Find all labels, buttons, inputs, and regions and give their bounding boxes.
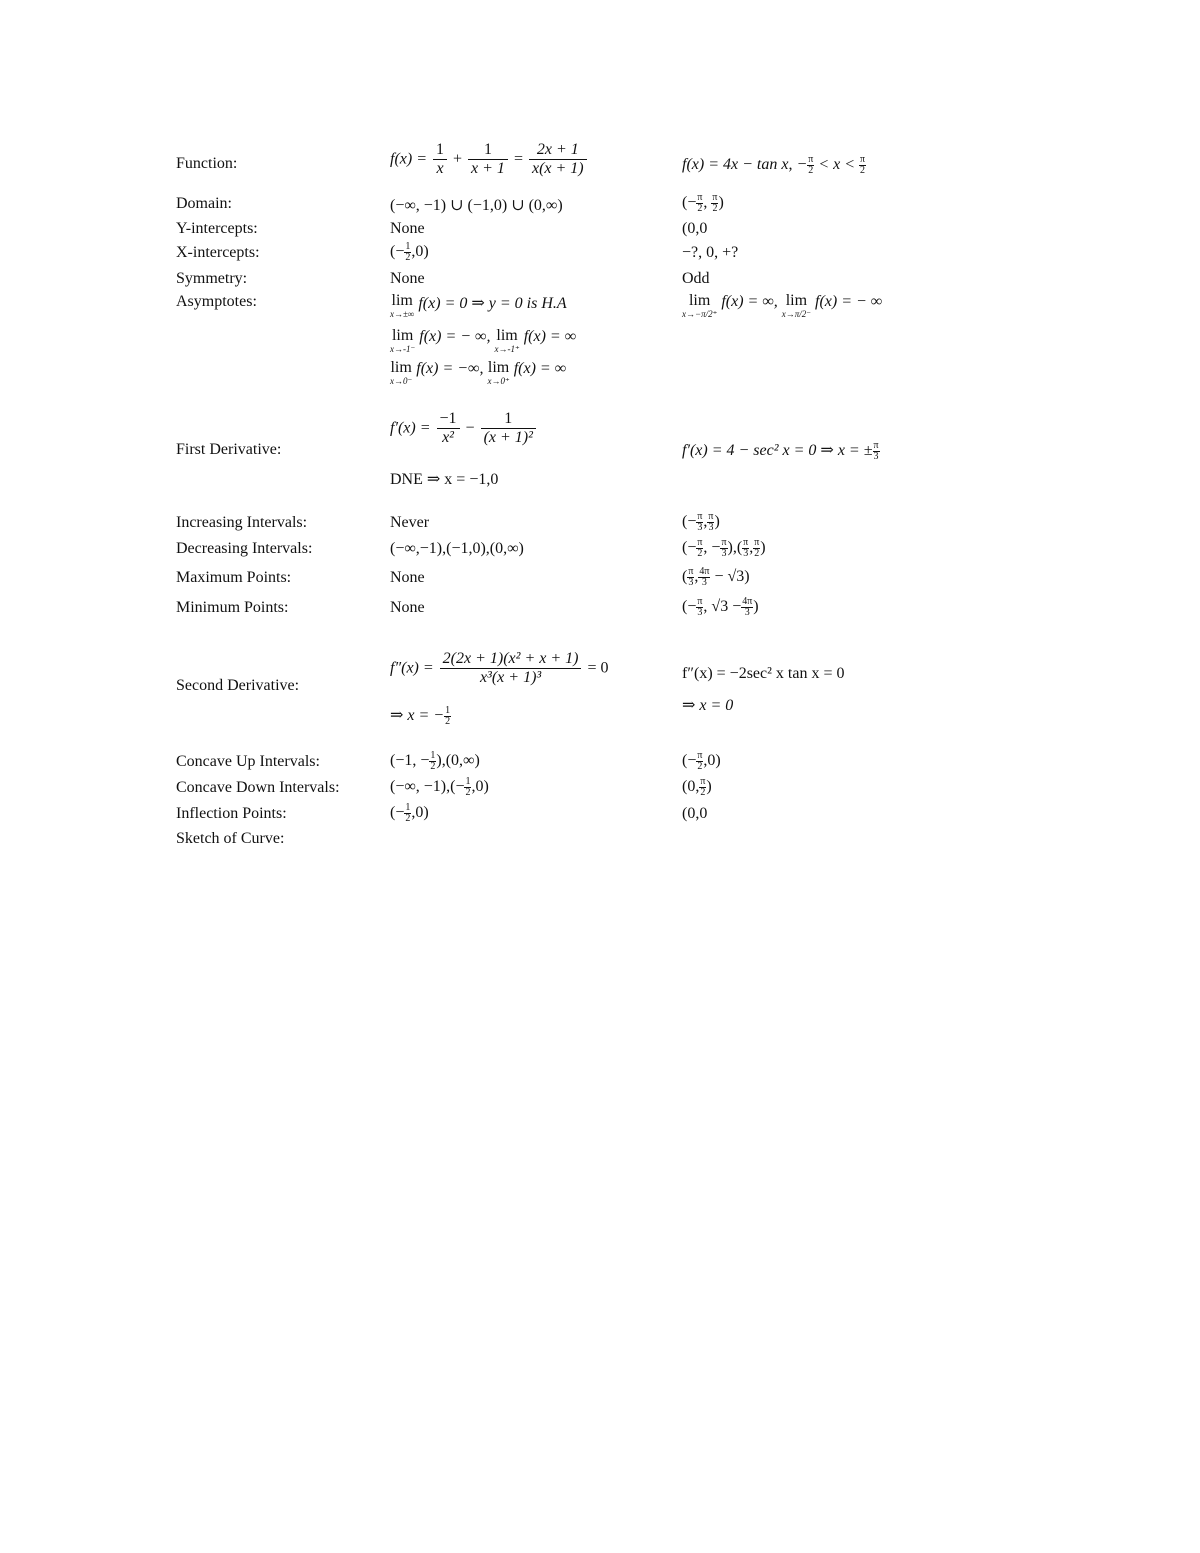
- min-open: (−: [682, 598, 697, 616]
- min-fthree: 3: [744, 607, 750, 618]
- fa-term1: [433, 141, 447, 179]
- decreasing-a: (−∞,−1),(−1,0),(0,∞): [390, 540, 524, 557]
- min-three: 3: [697, 607, 703, 618]
- yint-a: None: [390, 220, 425, 237]
- inc-three2: 3: [708, 522, 714, 533]
- dec-mid: ),(: [727, 539, 743, 557]
- fd-n2: 1: [481, 410, 536, 429]
- cu-d: 2: [430, 761, 436, 772]
- label-decreasing: Decreasing Intervals:: [176, 540, 313, 557]
- cd-open: (−∞, −1),(−: [390, 778, 465, 796]
- domain-b: [682, 193, 724, 214]
- maximum-a: None: [390, 569, 425, 586]
- label-maximum: Maximum Points:: [176, 569, 292, 586]
- asym-a2-lim: [390, 328, 415, 354]
- ip-close: ,0): [411, 804, 429, 822]
- lim-word: lim: [391, 292, 413, 309]
- max-three: 3: [688, 577, 694, 588]
- dec-comma: , −: [703, 539, 721, 557]
- fa-plus: +: [453, 150, 463, 168]
- db-pi2: π: [712, 192, 718, 203]
- fdb-expr: f′(x) = 4 − sec² x = 0 ⇒ x = ±: [682, 442, 873, 459]
- function-b: [682, 155, 866, 176]
- max-fthree: 3: [701, 577, 707, 588]
- label-first-derivative: First Derivative:: [176, 441, 282, 458]
- min-frac2: [741, 597, 753, 618]
- dec-comma2: ,: [749, 539, 754, 557]
- cub-open: (−: [682, 752, 697, 770]
- maximum-b: [682, 567, 750, 588]
- fd-prefix: f′(x) =: [390, 419, 431, 437]
- concave-up-b: [682, 751, 721, 772]
- db-open: (−: [682, 194, 697, 212]
- lim-word: lim: [496, 327, 518, 344]
- min-close: ): [753, 598, 759, 616]
- inflection-b: (0,0: [682, 805, 708, 822]
- asym-a3-lim: [390, 360, 412, 386]
- fa-t3-den: x(x + 1): [531, 160, 584, 178]
- cub-two: 2: [697, 761, 703, 772]
- label-symmetry: Symmetry:: [176, 270, 248, 287]
- cub-pi: π: [697, 750, 703, 761]
- cdb-close: ): [706, 778, 712, 796]
- fdb-pi: π: [873, 439, 879, 451]
- asym-b-end: f(x) = − ∞: [815, 293, 883, 310]
- max-frac2: [698, 567, 710, 588]
- db-pi: π: [697, 192, 703, 203]
- second-deriv-b2: ⇒ x = 0: [682, 697, 734, 714]
- sd-frac2: [444, 706, 451, 727]
- lim-word: lim: [785, 292, 808, 309]
- db-two: 2: [697, 203, 703, 214]
- increasing-b: [682, 512, 720, 533]
- asym-a3-lim2: [487, 360, 509, 386]
- cd-n: 1: [465, 776, 471, 787]
- lim-sub: x→0⁻: [390, 376, 413, 386]
- xa-num: 1: [405, 241, 411, 252]
- sd-den: x³(x + 1)³: [479, 669, 542, 687]
- lim-sub: x→-1⁻: [390, 344, 416, 354]
- db-comma: ,: [703, 194, 712, 212]
- asym-b: [682, 293, 882, 319]
- dec-open: (−: [682, 539, 697, 557]
- db-two2: 2: [712, 203, 718, 214]
- fa-t3-num: 2x + 1: [529, 141, 587, 160]
- label-y-intercepts: Y-intercepts:: [176, 220, 258, 237]
- label-x-intercepts: X-intercepts:: [176, 244, 260, 261]
- cd-close: ,0): [471, 778, 489, 796]
- fa-t1-num: 1: [433, 141, 447, 160]
- first-deriv-a: [390, 410, 538, 448]
- fb-two: 2: [808, 165, 814, 176]
- decreasing-b: [682, 538, 766, 559]
- dec-pi4: π: [754, 537, 760, 548]
- increasing-a: Never: [390, 514, 430, 531]
- inc-open: (−: [682, 513, 697, 531]
- lim-word: lim: [688, 292, 711, 309]
- lim-word: lim: [391, 327, 414, 344]
- inc-pi: π: [697, 511, 703, 522]
- lim-word: lim: [487, 359, 510, 376]
- dec-pi2: π: [721, 537, 727, 548]
- inflection-a: [390, 803, 429, 824]
- sd-frac: [440, 650, 582, 688]
- minimum-b: [682, 597, 759, 618]
- cu-close: ),(0,∞): [436, 752, 480, 770]
- cu-open: (−1, −: [390, 752, 430, 770]
- dec-three: 3: [721, 548, 727, 559]
- fa-t2-den: x + 1: [471, 160, 505, 178]
- first-deriv-dne: DNE ⇒ x = −1,0: [390, 471, 499, 488]
- asym-b-mid: f(x) = ∞,: [721, 293, 778, 310]
- asym-a2-mid: f(x) = − ∞,: [419, 328, 491, 345]
- fa-t1-den: x: [436, 160, 444, 178]
- asym-a1: [390, 293, 567, 319]
- inc-close: ): [714, 513, 720, 531]
- cub-close: ,0): [703, 752, 721, 770]
- sd-n: 1: [445, 704, 451, 716]
- xa-den: 2: [405, 252, 411, 263]
- max-pi: π: [688, 566, 694, 577]
- dec-close: ): [760, 539, 766, 557]
- fdb-frac: [873, 441, 880, 462]
- label-domain: Domain:: [176, 195, 232, 212]
- label-concave-up: Concave Up Intervals:: [176, 753, 320, 770]
- inc-comma: ,: [703, 513, 708, 531]
- concave-down-b: [682, 777, 712, 798]
- fd-d2: (x + 1)²: [483, 429, 533, 447]
- inc-three: 3: [697, 522, 703, 533]
- asym-a1-lim: [390, 293, 414, 319]
- sd-num: 2(2x + 1)(x² + x + 1): [440, 650, 582, 669]
- label-minimum: Minimum Points:: [176, 599, 289, 616]
- dec-pi3: π: [743, 537, 749, 548]
- ip-d: 2: [405, 813, 411, 824]
- fa-t2-num: 1: [468, 141, 508, 160]
- label-increasing: Increasing Intervals:: [176, 514, 308, 531]
- xint-b: −?, 0, +?: [682, 244, 739, 261]
- minimum-a: None: [390, 599, 425, 616]
- asym-b-lim2: [782, 293, 811, 319]
- xa-open: (−: [390, 243, 405, 261]
- concave-up-a: [390, 751, 480, 772]
- asym-a2: [390, 328, 576, 354]
- label-second-derivative: Second Derivative:: [176, 677, 300, 694]
- min-mid: , √3 −: [703, 598, 742, 616]
- max-rest: − √3): [710, 568, 750, 586]
- cu-n: 1: [430, 750, 436, 761]
- cd-d: 2: [465, 787, 471, 798]
- min-fpi: 4π: [742, 596, 753, 607]
- fa-eq: =: [513, 150, 523, 168]
- fb-frac2: [859, 155, 866, 176]
- xint-a: [390, 242, 429, 263]
- label-inflection: Inflection Points:: [176, 805, 287, 822]
- asym-a3-end: f(x) = ∞: [513, 360, 567, 377]
- fa-prefix: f(x) =: [390, 150, 427, 168]
- dec-frac2: [720, 538, 727, 559]
- inc-pi2: π: [708, 511, 714, 522]
- fb-mid: < x <: [814, 156, 860, 174]
- asym-a3: [390, 360, 566, 386]
- asym-a3-mid: f(x) = −∞,: [416, 360, 484, 377]
- lim-sub: x→−π/2⁺: [682, 309, 718, 319]
- fd-frac1: [437, 410, 460, 448]
- dec-two2: 2: [754, 548, 760, 559]
- ip-open: (−: [390, 804, 405, 822]
- lim-word: lim: [390, 359, 412, 376]
- fd-frac2: [481, 410, 536, 448]
- sd-eq: = 0: [587, 659, 609, 677]
- lim-sub: x→±∞: [390, 309, 415, 319]
- cdb-two: 2: [700, 787, 706, 798]
- fb-pi2: π: [860, 154, 866, 165]
- second-deriv-b1: f″(x) = −2sec² x tan x = 0: [682, 665, 845, 682]
- asym-b-lim: [682, 293, 717, 319]
- sd-line2: ⇒ x = −: [390, 707, 445, 724]
- fa-term2: [468, 141, 508, 179]
- sd-d: 2: [445, 715, 451, 727]
- cdb-open: (0,: [682, 778, 700, 796]
- function-a: [390, 141, 589, 179]
- asym-a1-rest: f(x) = 0 ⇒ y = 0 is H.A: [418, 295, 567, 312]
- max-open: (: [682, 568, 688, 586]
- fd-minus: −: [465, 419, 475, 437]
- label-concave-down: Concave Down Intervals:: [176, 779, 340, 796]
- lim-sub: x→π/2⁻: [781, 309, 811, 319]
- max-comma: ,: [694, 568, 699, 586]
- asym-a2-lim2: [494, 328, 519, 354]
- label-sketch: Sketch of Curve:: [176, 830, 285, 847]
- asym-a2-end: f(x) = ∞: [523, 328, 577, 345]
- ip-n: 1: [405, 802, 411, 813]
- xa-close: ,0): [411, 243, 429, 261]
- db-close: ): [718, 194, 724, 212]
- second-deriv-a: [390, 650, 609, 688]
- max-fpi: 4π: [699, 566, 710, 577]
- lim-sub: x→-1⁺: [494, 344, 520, 354]
- symmetry-a: None: [390, 270, 425, 287]
- domain-a: (−∞, −1) ∪ (−1,0) ∪ (0,∞): [390, 197, 563, 214]
- dec-pi: π: [697, 537, 703, 548]
- second-deriv-a2: [390, 705, 451, 727]
- cdb-pi: π: [700, 776, 706, 787]
- label-asymptotes: Asymptotes:: [176, 293, 257, 310]
- first-deriv-b: [682, 440, 880, 462]
- symmetry-b: Odd: [682, 270, 710, 287]
- min-pi: π: [697, 596, 703, 607]
- dec-three2: 3: [743, 548, 749, 559]
- fb-pi: π: [808, 154, 814, 165]
- lim-sub: x→0⁺: [487, 376, 510, 386]
- yint-b: (0,0: [682, 220, 708, 237]
- fd-d1: x²: [442, 429, 454, 447]
- fd-n1: −1: [437, 410, 460, 429]
- fdb-three: 3: [873, 450, 879, 462]
- dec-two: 2: [697, 548, 703, 559]
- concave-down-a: [390, 777, 489, 798]
- sd-prefix: f″(x) =: [390, 659, 434, 677]
- fa-term3: [529, 141, 587, 179]
- fb-two2: 2: [860, 165, 866, 176]
- label-function: Function:: [176, 155, 238, 172]
- fb-expr: f(x) = 4x − tan x, −: [682, 156, 808, 174]
